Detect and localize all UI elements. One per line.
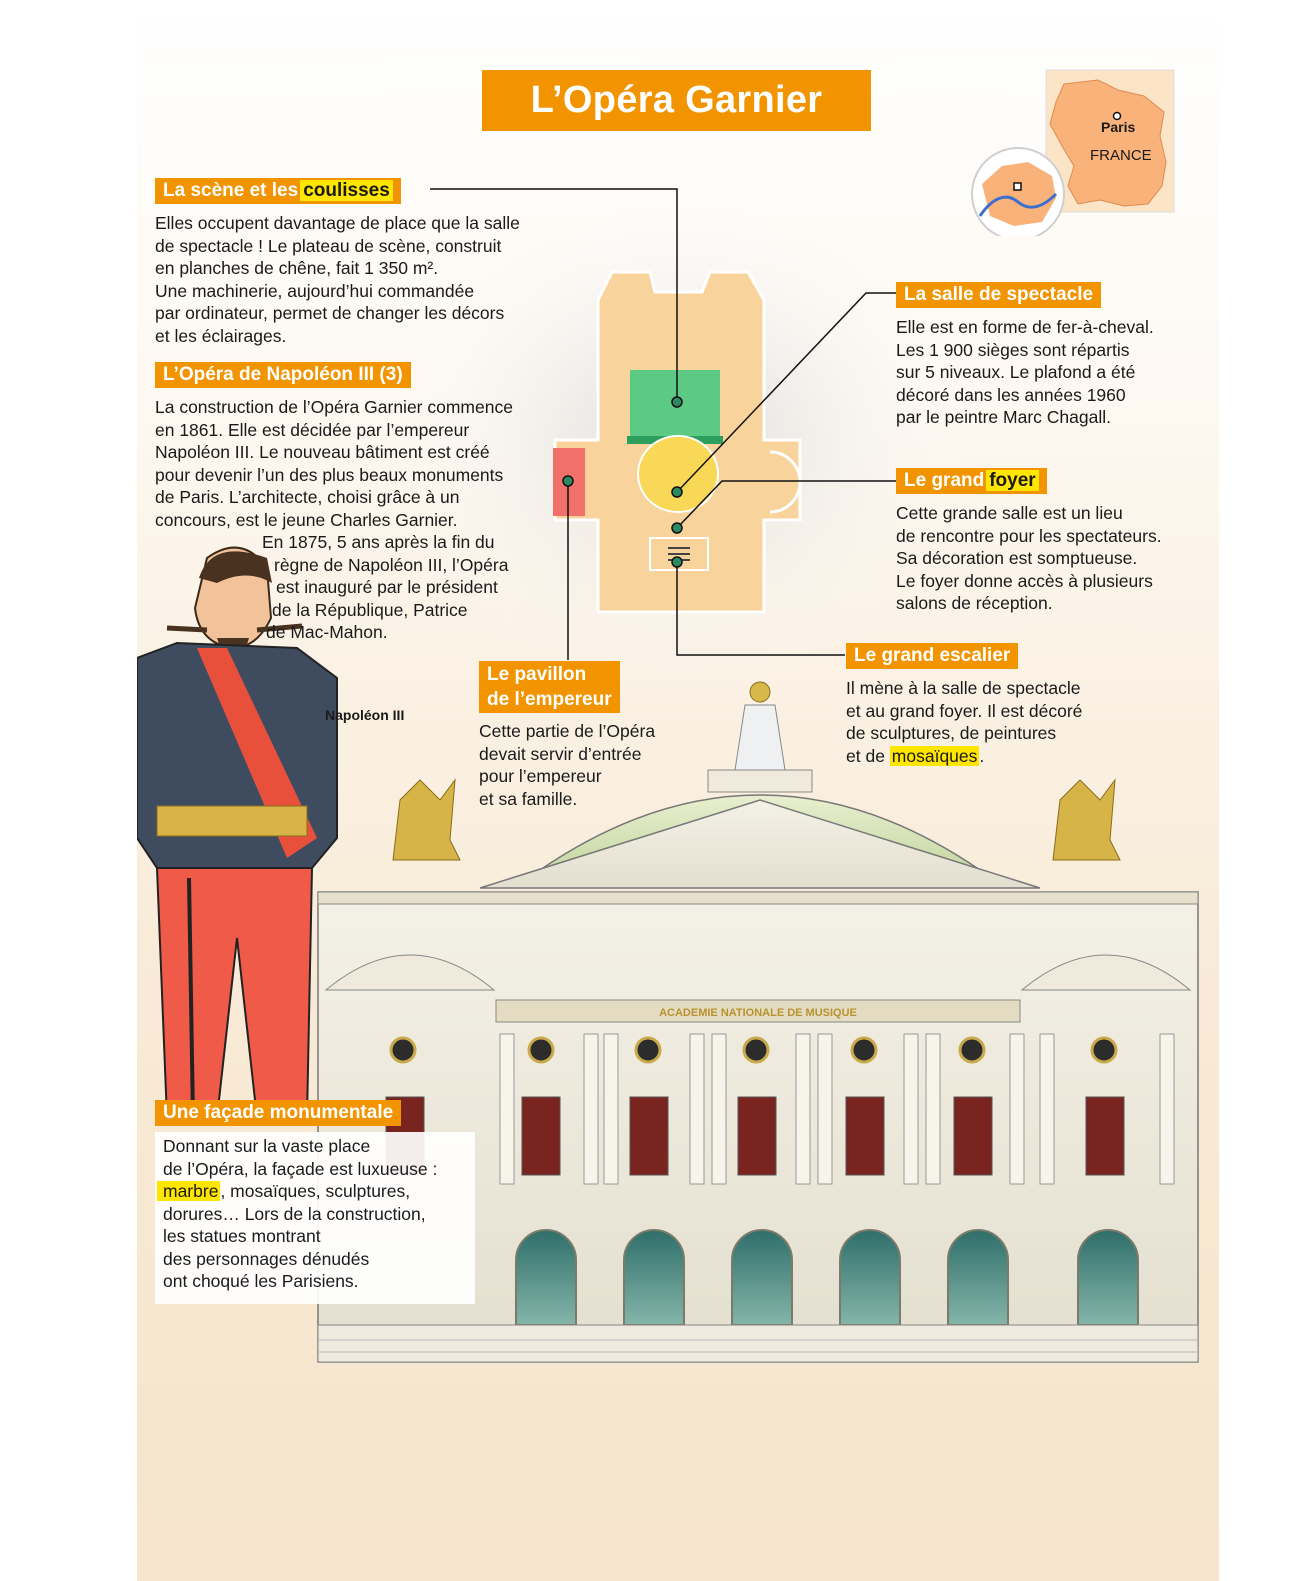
text-line: de rencontre pour les spectateurs. [896, 525, 1162, 546]
text-line: en planches de chêne, fait 1 350 m². [155, 258, 439, 278]
text-line: devait servir d’entrée [479, 743, 642, 764]
text-line: salons de réception. [896, 593, 1053, 613]
text-line: Le foyer donne accès à plusieurs [896, 570, 1153, 591]
text-line: La construction de l’Opéra Garnier commence [155, 397, 513, 417]
text-line: et les éclairages. [155, 325, 287, 346]
text-line: Elles occupent davantage de place que la salle [155, 213, 520, 233]
text-line: des personnages dénudés [163, 1248, 370, 1269]
text-rest: , mosaïques, sculptures, [220, 1181, 411, 1201]
text-salle [896, 316, 1226, 429]
text-escalier [846, 677, 1176, 767]
text-line: décoré dans les années 1960 [896, 384, 1126, 405]
highlight-marbre: marbre [157, 1181, 220, 1201]
text-line: de Mac-Mahon. [266, 622, 388, 642]
text-line: les statues montrant [163, 1226, 321, 1246]
heading-foyer [896, 468, 1047, 494]
text-line: Cette partie de l’Opéra [479, 721, 656, 741]
map-country-label: FRANCE [1090, 147, 1152, 164]
text-line: Napoléon III. Le nouveau bâtiment est créé [155, 442, 490, 462]
text-line-last [846, 745, 1176, 768]
text-line-highlight [163, 1180, 473, 1203]
text-line: Cette grande salle est un lieu [896, 503, 1123, 523]
text-line: par le peintre Marc Chagall. [896, 407, 1111, 427]
heading-foyer-highlight: foyer [986, 470, 1038, 491]
heading-napoleon-opera: L’Opéra de Napoléon III (3) [155, 362, 411, 388]
heading-foyer-text: Le grand [904, 470, 985, 491]
text-line: dorures… Lors de la construction, [163, 1203, 426, 1224]
heading-scene [155, 178, 401, 204]
text-scene [155, 212, 595, 347]
page-title: L’Opéra Garnier [482, 70, 871, 131]
text-suffix: . [979, 745, 985, 766]
text-line: de l’Opéra, la façade est luxueuse : [163, 1158, 438, 1179]
text-napoleon-opera [155, 396, 575, 644]
text-line: concours, est le jeune Charles Garnier. [155, 509, 458, 530]
text-line: Une machinerie, aujourd’hui commandée [155, 280, 475, 301]
text-line: sur 5 niveaux. Le plafond a été [896, 362, 1136, 382]
map-city-label: Paris [1101, 119, 1136, 135]
text-facade [163, 1135, 473, 1293]
highlight-mosaiques: mosaïques [891, 745, 978, 766]
text-line: et au grand foyer. Il est décoré [846, 700, 1083, 721]
building-inscription: ACADEMIE NATIONALE DE MUSIQUE [659, 1007, 857, 1019]
text-pavillon [479, 720, 739, 810]
heading-pavillon [479, 661, 620, 713]
heading-facade: Une façade monumentale [155, 1100, 401, 1126]
text-line: de sculptures, de peintures [846, 723, 1057, 743]
text-line: pour l’empereur [479, 766, 602, 786]
text-line: par ordinateur, permet de changer les décors [155, 303, 505, 323]
text-line: Les 1 900 sièges sont répartis [896, 339, 1130, 360]
text-line: ont choqué les Parisiens. [163, 1271, 359, 1291]
text-line: en 1861. Elle est décidée par l’empereur [155, 419, 470, 440]
portrait-caption: Napoléon III [325, 707, 405, 723]
text-line: de spectacle ! Le plateau de scène, construit [155, 235, 502, 256]
text-line: Il mène à la salle de spectacle [846, 678, 1081, 698]
text-line: Donnant sur la vaste place [163, 1136, 371, 1156]
text-foyer [896, 502, 1226, 615]
text-prefix: et de [846, 745, 890, 766]
text-line: pour devenir l’un des plus beaux monuments [155, 464, 504, 485]
heading-scene-text: La scène et les [163, 180, 299, 201]
text-line: de Paris. L’architecte, choisi grâce à un [155, 487, 460, 507]
text-line: Sa décoration est somptueuse. [896, 548, 1138, 568]
text-line: de la République, Patrice [272, 599, 468, 620]
text-line: et sa famille. [479, 788, 578, 809]
text-line: règne de Napoléon III, l’Opéra [274, 554, 509, 575]
text-line: Elle est en forme de fer-à-cheval. [896, 317, 1154, 337]
text-line: En 1875, 5 ans après la fin du [262, 532, 495, 552]
heading-salle: La salle de spectacle [896, 282, 1101, 308]
heading-escalier: Le grand escalier [846, 643, 1018, 669]
heading-scene-highlight: coulisses [300, 180, 393, 201]
heading-pavillon-line1: Le pavillon [487, 664, 587, 685]
heading-pavillon-line2: de l’empereur [487, 689, 612, 710]
text-line: est inauguré par le président [276, 577, 498, 597]
